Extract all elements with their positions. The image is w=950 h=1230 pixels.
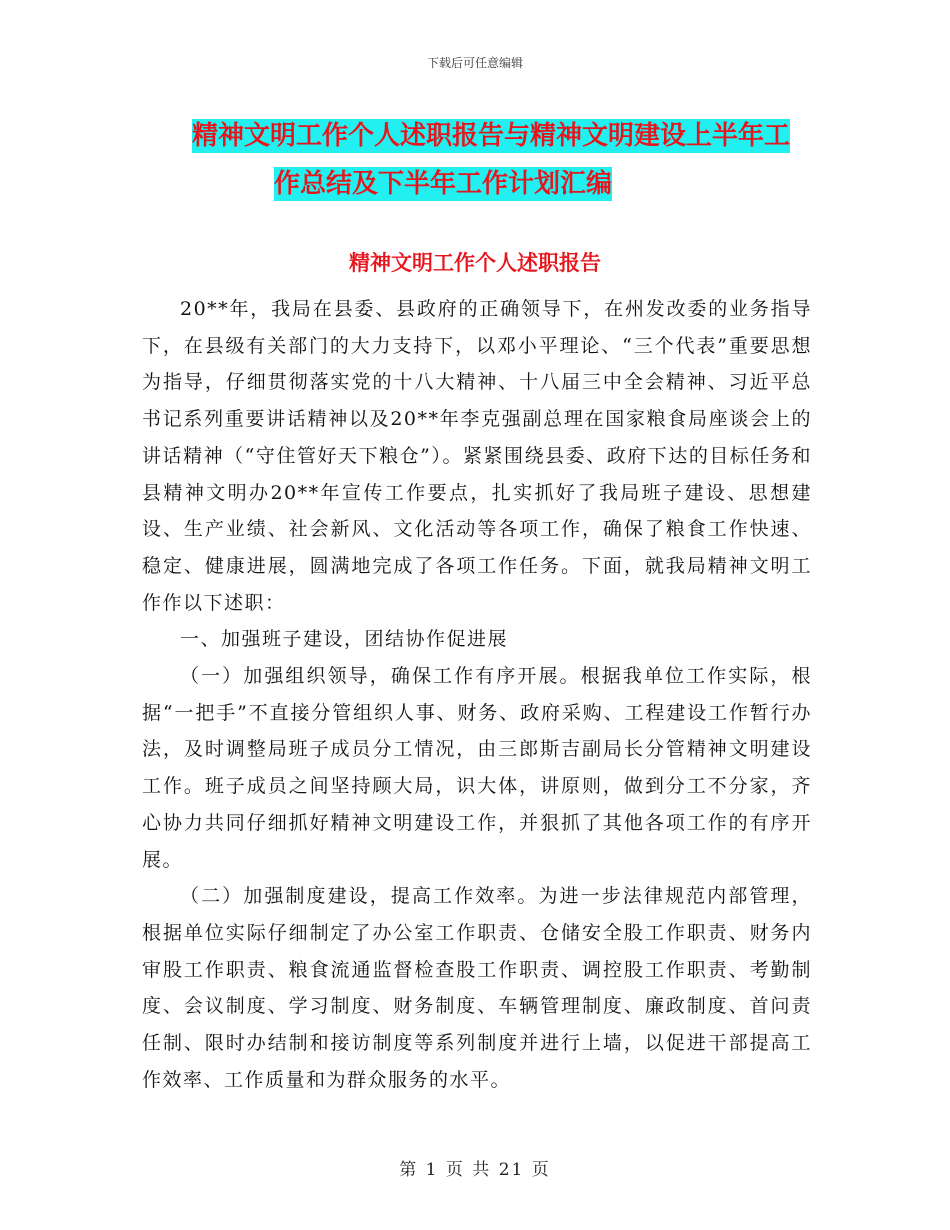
page-number: 第 1 页 共 21 页 <box>399 1160 551 1180</box>
document-title <box>140 112 810 208</box>
paragraph-system: （二）加强制度建设，提高工作效率。为进一步法律规范内部管理，根据单位实际仔细制定了办公室工作职责、仓储安全股工作职责、财务内审股工作职责、粮食流通监督检查股工作职责、调控股工作职责、考勤制度、会议制度、学习制度、财务制度、车辆管理制度、廉政制度、首问责任制、限时办结制和接访制度等系列制度并进行上墙，以促进干部提高工作效率、工作质量和为群众服务的水平。 <box>142 885 812 1091</box>
section-title: 精神文明工作个人述职报告 <box>349 251 601 275</box>
paragraph-organization: （一）加强组织领导，确保工作有序开展。根据我单位工作实际，根据“一把手”不直接分管组织人事、财务、政府采购、工程建设工作暂行办法，及时调整局班子成员分工情况，由三郎斯吉副局长分管精神文明建设工作。班子成员之间坚持顾大局，识大体，讲原则，做到分工不分家，齐心协力共同仔细抓好精神文明建设工作，并狠抓了其他各项工作的有序开展。 <box>142 665 812 871</box>
title-line-1: 精神文明工作个人述职报告与精神文明建设上半年工 <box>192 121 791 151</box>
paragraph-heading-1: 一、加强班子建设，团结协作促进展 <box>180 628 509 651</box>
paragraph-intro: 20**年，我局在县委、县政府的正确领导下，在州发改委的业务指导下，在县级有关部门的大力支持下，以邓小平理论、“三个代表”重要思想为指导，仔细贯彻落实党的十八大精神、十八届三中全会精神、习近平总书记系列重要讲话精神以及20**年李克强副总理在国家粮食局座谈会上的讲话精神（“守住管好天下粮仓”）。紧紧围绕县委、政府下达的目标任务和县精神文明办20**年宣传工作要点，扎实抓好了我局班子建设、思想建设、生产业绩、社会新风、文化活动等各项工作，确保了粮食工作快速、稳定、健康进展，圆满地完成了各项工作任务。下面，就我局精神文明工作作以下述职： <box>142 298 812 614</box>
title-line-2: 作总结及下半年工作计划汇编 <box>274 169 613 199</box>
header-note: 下载后可任意编辑 <box>426 56 523 70</box>
document-body <box>142 291 812 1098</box>
